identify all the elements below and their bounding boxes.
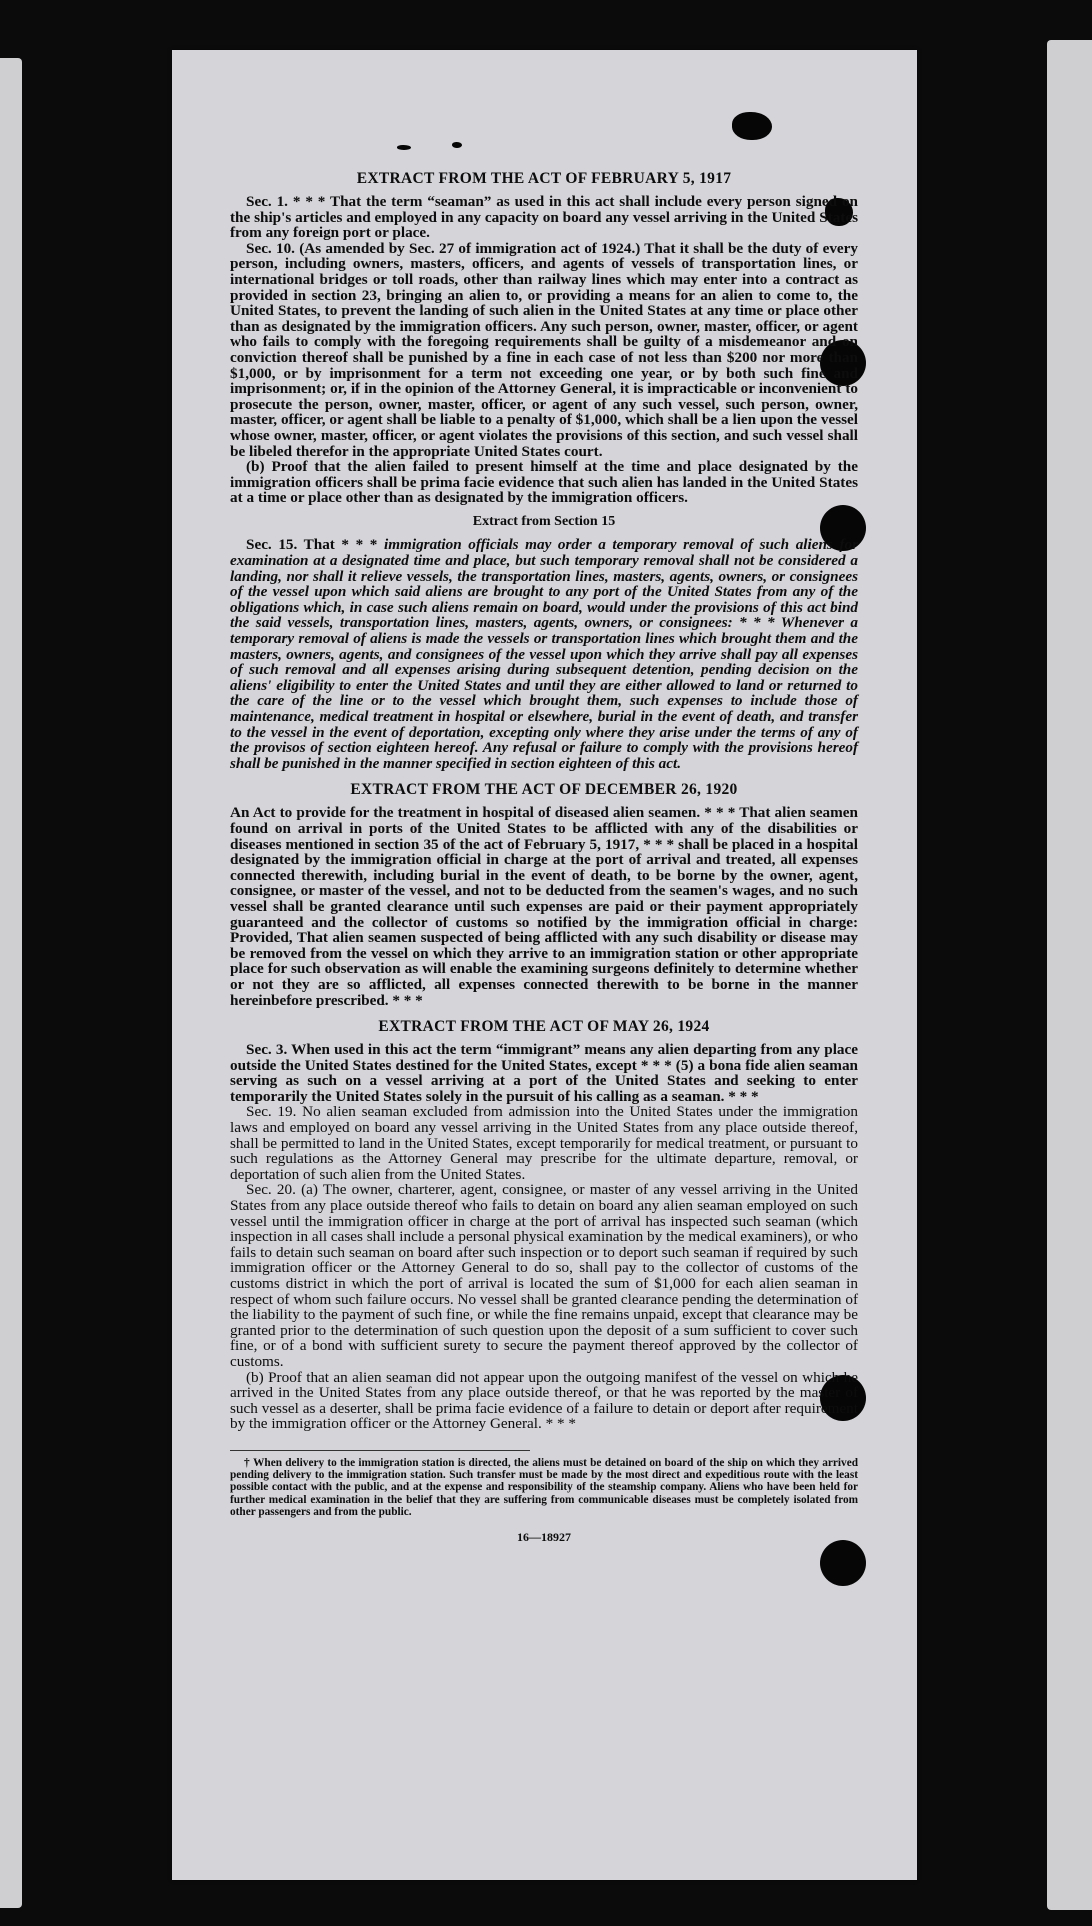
- section-20-b: (b) Proof that an alien seaman did not appear upon the outgoing manifest of the vessel on which he arrived in the United States from any place outside thereof, or that he was reported by the master of such vessel as a deserter, shall be prima facie evidence of a failure to detain or deport after requirement by the immigration officer or the Attorney General. * * *: [230, 1368, 858, 1433]
- adjacent-page-right: [1047, 40, 1092, 1910]
- section-10-b: (b) Proof that the alien failed to present himself at the time and place designated by the immigration officers shall be prima facie evidence that such alien has landed in the United States at a time or place other than as designated by the immigration officers.: [230, 458, 858, 507]
- form-number: 16—18927: [517, 1529, 571, 1544]
- ink-mark: [452, 142, 462, 148]
- document-body: [230, 170, 858, 1546]
- footnote: † When delivery to the immigration station is directed, the aliens must be detained on board of the ship on which they arrived pending delivery to the immigration station. Such transfer must be made by the most direct and expeditious route with the least possible contact with the public, and at the expense and responsibility of the steamship company. Aliens who have been held for further medical examination in the belief that they are suffering from communicable diseases must be completely isolated from other passengers and from the public.: [230, 1456, 858, 1518]
- heading-act-1917: EXTRACT FROM THE ACT OF FEBRUARY 5, 1917: [356, 170, 732, 187]
- heading-act-1920: EXTRACT FROM THE ACT OF DECEMBER 26, 1920: [350, 781, 738, 799]
- section-3: Sec. 3. When used in this act the term “immigrant” means any alien departing from any place outside the United States destined for the United States, except * * * (5) a bona fide alien seaman serving as such on a vessel arriving at a port of the United States and seeking to enter temporarily the United States solely in the pursuit of his calling as a seaman. * * *: [230, 1041, 858, 1105]
- section-10: Sec. 10. (As amended by Sec. 27 of immigration act of 1924.) That it shall be the duty of every person, including owners, masters, officers, and agents of vessels of transportation lines, or international bridges or toll roads, other than railway lines which may enter into a contract as provided in section 23, bringing an alien to, or providing a means for an alien to come to, the United States, to prevent the landing of such alien in the United States at any time or place other than as designated by the immigration officers. Any such person, owner, master, officer, or agent who fails to comply with the foregoing requirements shall be guilty of a misdemeanor and on conviction thereof shall be punished by a fine in each case of not less than $200 nor more than $1,000, or by imprisonment for a term not exceeding one year, or by both such fine and imprisonment; or, if in the opinion of the Attorney General, it is impracticable or inconvenient to prosecute the person, owner, master, officer, or agent of any such vessel, such person, owner, master, officer, or agent shall be liable to a penalty of $1,000, which shall be a lien upon the vessel whose owner, master, officer, or agent violates the provisions of this section, and such vessel shall be libeled therefor in the appropriate United States court.: [230, 239, 858, 460]
- section-1: Sec. 1. * * * That the term “seaman” as used in this act shall include every person signed on the ship's articles and employed in any capacity on board any vessel arriving in the United States from any foreign port or place.: [230, 193, 858, 242]
- adjacent-page-left: [0, 58, 22, 1908]
- punch-hole: [820, 1540, 866, 1586]
- footnote-rule: [230, 1450, 530, 1451]
- document-page: [172, 50, 917, 1880]
- ink-mark: [397, 145, 411, 150]
- heading-act-1924: EXTRACT FROM THE ACT OF MAY 26, 1924: [378, 1018, 710, 1036]
- subheading-section-15: Extract from Section 15: [472, 513, 616, 529]
- ink-blot: [732, 112, 772, 140]
- section-15-text: immigration officials may order a temporary removal of such aliens for examination at a designated time and place, but such temporary removal shall not be considered a landing, nor shall it relieve vessels, the transportation lines, masters, agents, owners, or consignees of the vessel upon which said aliens are brought to any port of the United States from any of the obligations which, in case such aliens remain on board, would under the provisions of this act bind the said vessels, transportation lines, masters, agents, owners, or consignees: * * * Whenever a temporary removal of aliens is made the vessels or transportation lines which brought them and the masters, owners, agents, and consignees of the vessel upon which they arrive shall pay all expenses of such removal and all expenses arising during subsequent detention, pending decision on the aliens' eligibility to enter the United States and until they are either allowed to land or returned to the care of the line or to the vessel which brought them, such expenses to include those of maintenance, medical treatment in hospital or elsewhere, burial in the event of death, and transfer to the vessel in the event of deportation, excepting only where they arise under the terms of any of the provisos of section eighteen hereof. Any refusal or failure to comply with the provisions hereof shall be punished in the manner specified in section eighteen of this act.: [230, 536, 858, 772]
- section-15: [230, 537, 858, 771]
- section-20-a: Sec. 20. (a) The owner, charterer, agent, consignee, or master of any vessel arriving in the United States from any place outside thereof who fails to detain on board any alien seaman employed on such vessel until the immigration officer in charge at the port of arrival has inspected such seaman (which inspection in all cases shall include a personal physical examination by the medical examiners), or who fails to detain such seaman on board after such inspection or to deport such seaman if required by such immigration officer or the Attorney General to do so, shall pay to the collector of customs of the customs district in which the port of arrival is located the sum of $1,000 for each alien seaman in respect of whom such failure occurs. No vessel shall be granted clearance pending the determination of the liability to the payment of such fine, or while the fine remains unpaid, except that clearance may be granted prior to the determination of such question upon the deposit of a sum sufficient to cover such fine, or of a bond with sufficient surety to secure the payment thereof approved by the collector of customs.: [230, 1181, 858, 1370]
- section-19: Sec. 19. No alien seaman excluded from admission into the United States under the immigration laws and employed on board any vessel arriving in the United States from any place outside thereof, shall be permitted to land in the United States, except temporarily for medical treatment, or pursuant to such regulations as the Attorney General may prescribe for the ultimate departure, removal, or deportation of such alien from the United States.: [230, 1103, 858, 1183]
- act-1920-text: An Act to provide for the treatment in hospital of diseased alien seamen. * * * That alien seamen found on arrival in ports of the United States to be afflicted with any of the disabilities or diseases mentioned in section 35 of the act of February 5, 1917, * * * shall be placed in a hospital designated by the immigration official in charge at the port of arrival and treated, all expenses connected therewith, including burial in the event of death, to be borne by the owner, agent, consignee, or master of the vessel, and not to be deducted from the seamen's wages, and no such vessel shall be granted clearance until such expenses are paid or their payment appropriately guaranteed and the collector of customs so notified by the immigration official in charge: Provided, That alien seamen suspected of being afflicted with any such disability or disease may be removed from the vessel on which they arrive to an immigration station or other appropriate place for such observation as will enable the examining surgeons definitely to determine whether or not they are so afflicted, all expenses connected therewith to be borne in the manner hereinbefore prescribed. * * *: [230, 804, 858, 1009]
- section-15-lead: Sec. 15. That * * *: [246, 536, 378, 554]
